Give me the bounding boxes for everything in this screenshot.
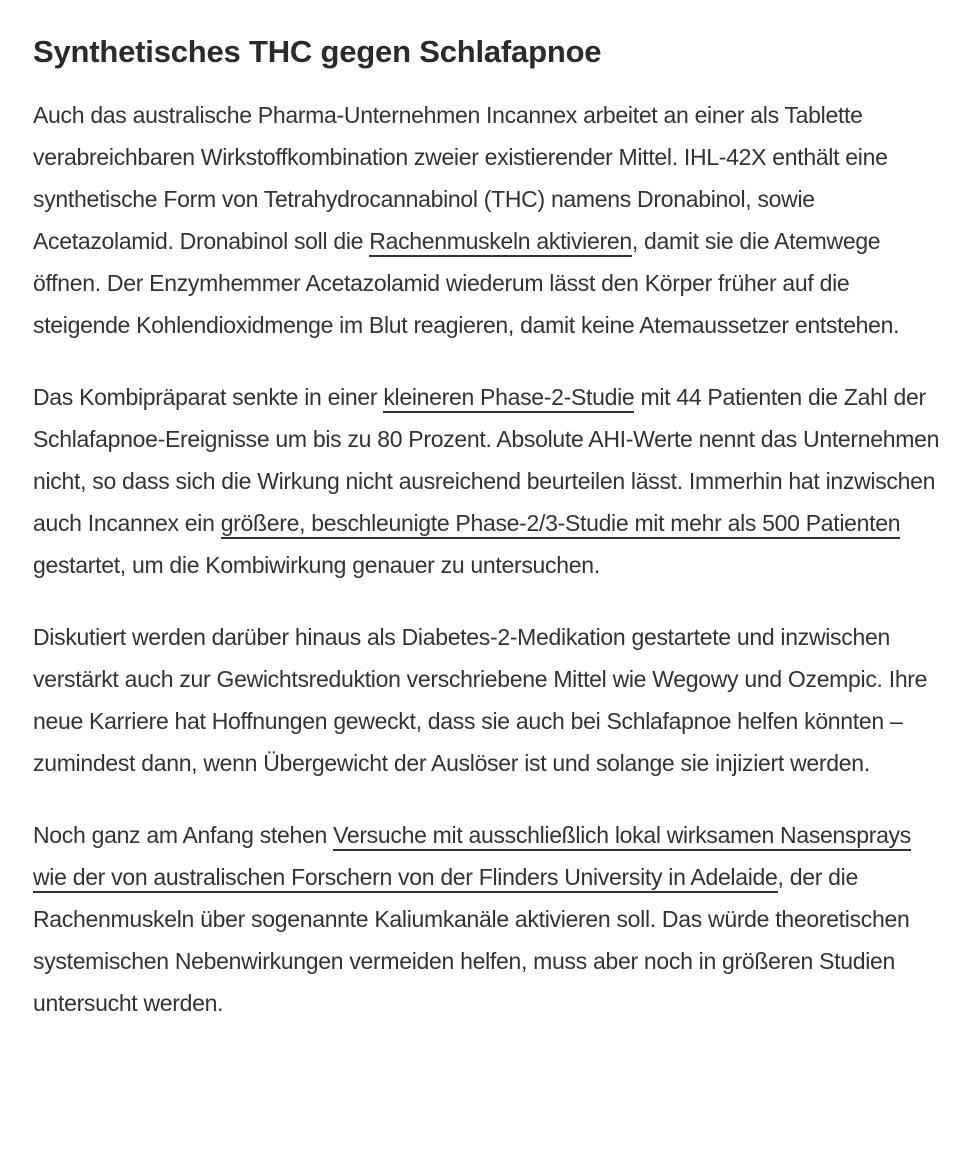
link-phase-2-3-studie[interactable]: größere, beschleunigte Phase-2/3-Studie mit mehr als 500 Patienten (221, 510, 901, 539)
paragraph-4-text-b: , der die Rachenmuskeln über sogenannte Kaliumkanäle aktivieren soll. Das würde theoretischen systemischen Nebenwirkungen vermeiden helfen, muss aber noch in größeren Studien untersucht werden. (33, 864, 910, 1016)
link-rachenmuskeln-aktivieren[interactable]: Rachenmuskeln aktivieren (369, 228, 632, 257)
paragraph-2 (33, 376, 942, 586)
paragraph-2-text-b: mit 44 Patienten die Zahl der Schlafapnoe-Ereignisse um bis zu 80 Prozent. Absolute AHI-Werte nennt das Unternehmen nicht, so dass sich die Wirkung nicht ausreichend beurteilen lässt. Immerhin hat inzwischen auch Incannex ein (33, 384, 940, 536)
paragraph-1 (33, 94, 942, 346)
link-kleinere-phase-2-studie[interactable]: kleineren Phase-2-Studie (383, 384, 634, 413)
paragraph-3-text-a: Diskutiert werden darüber hinaus als Diabetes-2-Medikation gestartete und inzwischen verstärkt auch zur Gewichtsreduktion verschriebene Mittel wie Wegowy und Ozempic. Ihre neue Karriere hat Hoffnungen geweckt, dass sie auch bei Schlafapnoe helfen könnten – zumindest dann, wenn Übergewicht der Auslöser ist und solange sie injiziert werden. (33, 624, 928, 776)
paragraph-1-text-a: Auch das australische Pharma-Unternehmen Incannex arbeitet an einer als Tablette verabreichbaren Wirkstoffkombination zweier existierender Mittel. IHL-42X enthält eine synthetische Form von Tetrahydrocannabinol (THC) namens Dronabinol, sowie Acetazolamid. Dronabinol soll die (33, 102, 888, 254)
paragraph-4 (33, 814, 942, 1024)
paragraph-2-text-a: Das Kombipräparat senkte in einer (33, 384, 384, 410)
link-nasensprays-studie[interactable]: Versuche mit ausschließlich lokal wirksamen Nasensprays wie der von australischen Forschern von der Flinders University in Adelaide (33, 822, 911, 893)
paragraph-4-text-a: Noch ganz am Anfang stehen (33, 822, 334, 848)
section-heading: Synthetisches THC gegen Schlafapnoe (33, 34, 602, 69)
paragraph-1-text-b: , damit sie die Atemwege öffnen. Der Enzymhemmer Acetazolamid wiederum lässt den Körper früher auf die steigende Kohlendioxidmenge im Blut reagieren, damit keine Atemaussetzer entstehen. (33, 228, 900, 338)
paragraph-3 (33, 616, 942, 784)
paragraph-2-text-c: gestartet, um die Kombiwirkung genauer zu untersuchen. (33, 552, 600, 578)
